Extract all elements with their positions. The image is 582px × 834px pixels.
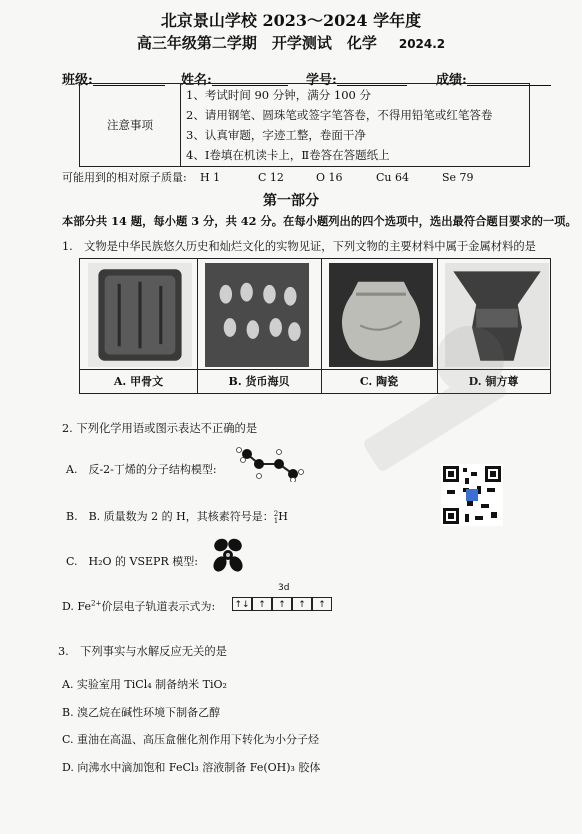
qr-code-icon	[441, 464, 503, 526]
q1-option-d[interactable]	[437, 259, 550, 393]
score-label: 成绩:	[436, 73, 467, 88]
notice-item: 3、认真审题，字迹工整，卷面干净	[186, 128, 366, 142]
q1-artifact-table	[79, 258, 551, 394]
q2-stem: 2. 下列化学用语或图示表达不正确的是	[62, 422, 258, 435]
exam-title: 北京景山学校 2023～2024 学年度	[160, 11, 422, 30]
nuclide-element: H	[278, 510, 288, 523]
orbital-box: ↑	[272, 597, 292, 611]
q2-option-b[interactable]	[66, 508, 288, 525]
q1-option-b-label: B. 货币海贝	[197, 369, 321, 393]
q3-stem: 3. 下列事实与水解反应无关的是	[58, 645, 227, 658]
notice-box	[79, 83, 530, 167]
q2-option-a[interactable]: A. 反-2-丁烯的分子结构模型:	[66, 463, 217, 476]
vsepr-model-icon	[212, 536, 244, 574]
q2-option-d-prefix: D. Fe	[62, 600, 91, 613]
q3-option-d[interactable]: D. 向沸水中滴加饱和 FeCl₃ 溶液制备 Fe(OH)₃ 胶体	[62, 761, 321, 774]
q1-option-c-label: C. 陶瓷	[321, 369, 437, 393]
notice-item: 4、Ⅰ卷填在机读卡上，Ⅱ卷答在答题纸上	[186, 148, 390, 162]
q3-option-b[interactable]: B. 溴乙烷在碱性环境下制备乙醇	[62, 706, 221, 719]
q2-option-d[interactable]	[62, 598, 215, 614]
atomic-masses-label: 可能用到的相对原子质量:	[62, 171, 187, 184]
atomic-mass-value: O 16	[316, 171, 343, 184]
notice-item: 2、请用钢笔、圆珠笔或签字笔答卷，不得用铅笔或红笔答卷	[186, 108, 493, 122]
q1-stem: 1. 文物是中华民族悠久历史和灿烂文化的实物见证，下列文物的主要材料中属于金属材料的是	[62, 240, 536, 253]
oracle-bone-image	[88, 263, 192, 367]
atomic-mass-value: C 12	[258, 171, 284, 184]
q1-option-d-label: D. 铜方尊	[437, 369, 550, 393]
q1-option-c[interactable]	[321, 259, 438, 393]
class-label: 班级:	[62, 73, 93, 88]
atomic-mass-value: Se 79	[442, 171, 474, 184]
nuclide-atomic-number: 1	[273, 517, 279, 525]
q2-option-c[interactable]: C. H₂O 的 VSEPR 模型:	[66, 555, 198, 568]
nuclide-mass-number: 2	[273, 510, 279, 518]
atomic-mass-value: H 1	[200, 171, 221, 184]
orbital-box: ↑	[252, 597, 272, 611]
exam-subtitle	[0, 32, 582, 53]
q3-option-c[interactable]: C. 重油在高温、高压盒催化剂作用下转化为小分子烃	[62, 733, 320, 746]
q1-option-b[interactable]	[197, 259, 322, 393]
atomic-masses	[62, 169, 474, 185]
exam-subtitle-text: 高三年级第二学期 开学测试 化学	[136, 34, 377, 52]
notice-item: 1、考试时间 90 分钟，满分 100 分	[186, 88, 372, 102]
orbital-label: 3d	[278, 583, 290, 593]
atomic-mass-value: Cu 64	[376, 171, 409, 184]
section-instruction: 本部分共 14 题，每小题 3 分，共 42 分。在每小题列出的四个选项中，选出最符合题目要求的一项。	[62, 214, 577, 228]
bronze-zun-image	[445, 263, 549, 367]
q1-option-a-label: A. 甲骨文	[80, 369, 197, 393]
q3-option-a[interactable]: A. 实验室用 TiCl₄ 制备纳米 TiO₂	[62, 678, 227, 691]
exam-date: 2024.2	[398, 37, 446, 51]
shell-money-image	[205, 263, 309, 367]
id-label: 学号:	[306, 73, 337, 88]
q2-option-b-text: B. B. 质量数为 2 的 H，其核素符号是：	[66, 510, 274, 523]
section-title: 第一部分	[263, 193, 319, 209]
q1-option-a[interactable]	[80, 259, 198, 393]
q2-option-d-suffix: 价层电子轨道表示式为:	[101, 600, 216, 613]
orbital-box: ↑↓	[232, 597, 252, 611]
orbital-box: ↑	[292, 597, 312, 611]
q2-option-d-charge: 2+	[90, 598, 102, 608]
notice-heading: 注意事项	[80, 84, 181, 166]
trans-2-butene-model-icon	[235, 446, 305, 482]
name-label: 姓名:	[181, 73, 212, 88]
pottery-image	[329, 263, 433, 367]
orbital-box: ↑	[312, 597, 332, 611]
